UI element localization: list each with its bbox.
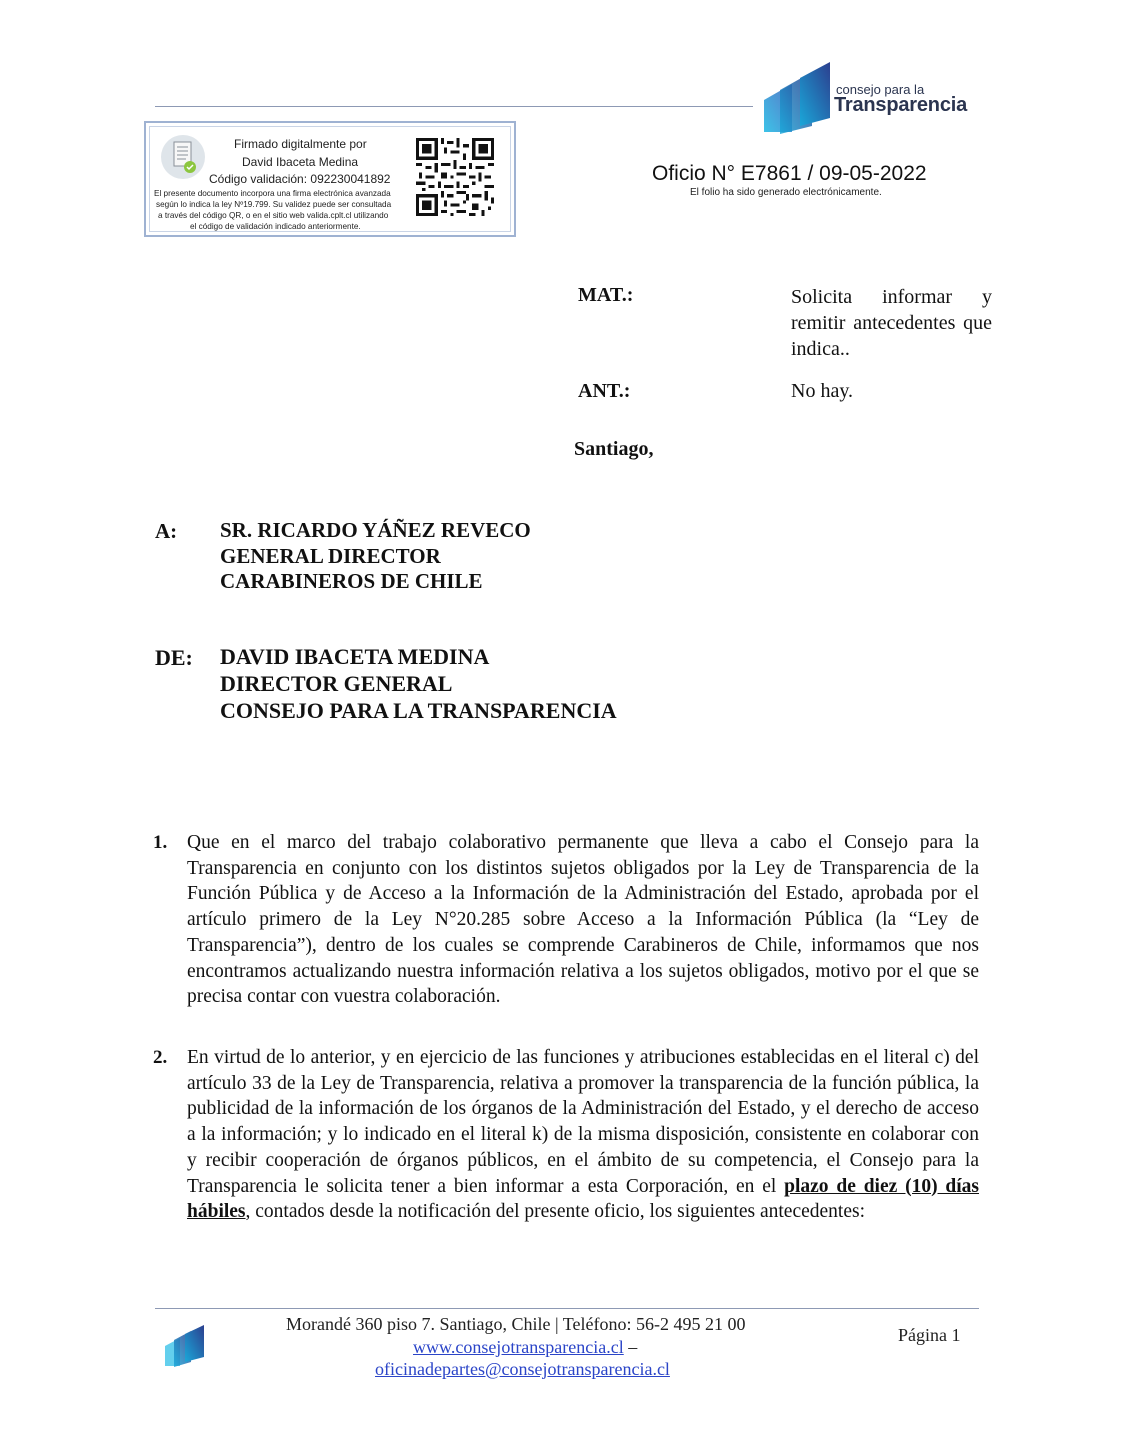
footer-address: Morandé 360 piso 7. Santiago, Chile | Teléfono: 56-2 495 21 00: [286, 1314, 746, 1334]
page-number: Página 1: [898, 1325, 961, 1345]
footer-divider: [155, 1308, 979, 1309]
qr-code-icon[interactable]: [416, 138, 494, 216]
place-label: Santiago,: [574, 438, 654, 460]
to-institution: CARABINEROS DE CHILE: [220, 569, 483, 593]
mat-value: Solicita informar y remitir antecedentes que indica..: [791, 286, 992, 360]
footer-email-link[interactable]: oficinadepartes@consejotransparencia.cl: [375, 1359, 670, 1379]
ant-value: No hay.: [791, 380, 854, 402]
ant-label: ANT.:: [578, 380, 631, 402]
from-block: [220, 643, 617, 724]
from-name: DAVID IBACETA MEDINA: [220, 644, 490, 669]
to-block: [220, 518, 531, 595]
signature-validation-code: Código validación: 092230041892: [209, 172, 391, 186]
paragraph-1: Que en el marco del trabajo colaborativo permanente que lleva a cabo el Consejo para la Transparencia en conjunto con los distintos sujetos obligados por la Ley de Transparencia de la Función Pública y de Acceso a la Información de la Administración del Estado, aprobada por el artículo primero de la Ley N°20.285 sobre Acceso a la Información Pública (la “Ley de Transparencia”), dentro de los cuales se comprende Carabineros de Chile, informamos que nos encontramos actualizando nuestra información relativa a los sujetos obligados, motivo por el que se precisa contar con vuestra colaboración.: [187, 832, 979, 1008]
signature-note-2: según lo indica la ley Nº19.799. Su validez puede ser consultada: [156, 200, 392, 209]
paragraph-2: [187, 1045, 979, 1225]
folio-note: El folio ha sido generado electrónicamente.: [690, 187, 882, 198]
cplt-footer-logo-icon: [164, 1324, 206, 1368]
to-label: A:: [155, 519, 178, 543]
from-title: DIRECTOR GENERAL: [220, 671, 453, 696]
to-title: GENERAL DIRECTOR: [220, 543, 441, 568]
mat-label: MAT.:: [578, 284, 634, 306]
signed-document-icon: [160, 134, 206, 180]
paragraph-2-number: 2.: [153, 1047, 168, 1068]
to-name: SR. RICARDO YÁÑEZ REVECO: [220, 518, 531, 542]
digital-signature-box: [144, 121, 516, 237]
logo-subtitle: consejo para la: [836, 82, 925, 97]
logo-title: Transparencia: [834, 94, 968, 116]
header-divider: [155, 106, 753, 107]
footer-separator: –: [623, 1337, 638, 1357]
signature-signer: David Ibaceta Medina: [242, 155, 359, 169]
paragraph-1-number: 1.: [153, 832, 168, 853]
paragraph-2-text-after: , contados desde la notificación del presente oficio, los siguientes antecedentes:: [245, 1201, 865, 1223]
signature-line-1: Firmado digitalmente por: [234, 137, 367, 151]
footer-email-line: [375, 1359, 670, 1380]
signature-note-4: el código de validación indicado anteriormente.: [190, 222, 361, 231]
paragraph-2-text-before: En virtud de lo anterior, y en ejercicio de las funciones y atribuciones establecidas en el literal c) del artículo 33 de la Ley de Transparencia, relativa a promover la transparencia de la función pública, la publicidad de la información de los órganos de la Administración del Estado, y el derecho de acceso a la información; y lo indicado en el literal k) de la misma disposición, consistente en colaborar con y recibir cooperación de órganos públicos, en el ámbito de su competencia, el Consejo para la Transparencia le solicita tener a bien informar a esta Corporación, en el: [187, 1047, 979, 1197]
oficio-number: Oficio N° E7861 / 09-05-2022: [652, 162, 927, 185]
signature-note-1: El presente documento incorpora una firma electrónica avanzada: [154, 189, 391, 198]
deadline-highlight: plazo de diez (10) días hábiles: [187, 1175, 979, 1223]
footer-website-link[interactable]: www.consejotransparencia.cl: [413, 1337, 624, 1357]
footer-website-line: [413, 1337, 637, 1358]
from-label: DE:: [155, 645, 193, 670]
signature-note-3: a través del código QR, o en el sitio web valida.cplt.cl utilizando: [158, 211, 389, 220]
from-institution: CONSEJO PARA LA TRANSPARENCIA: [220, 698, 617, 723]
